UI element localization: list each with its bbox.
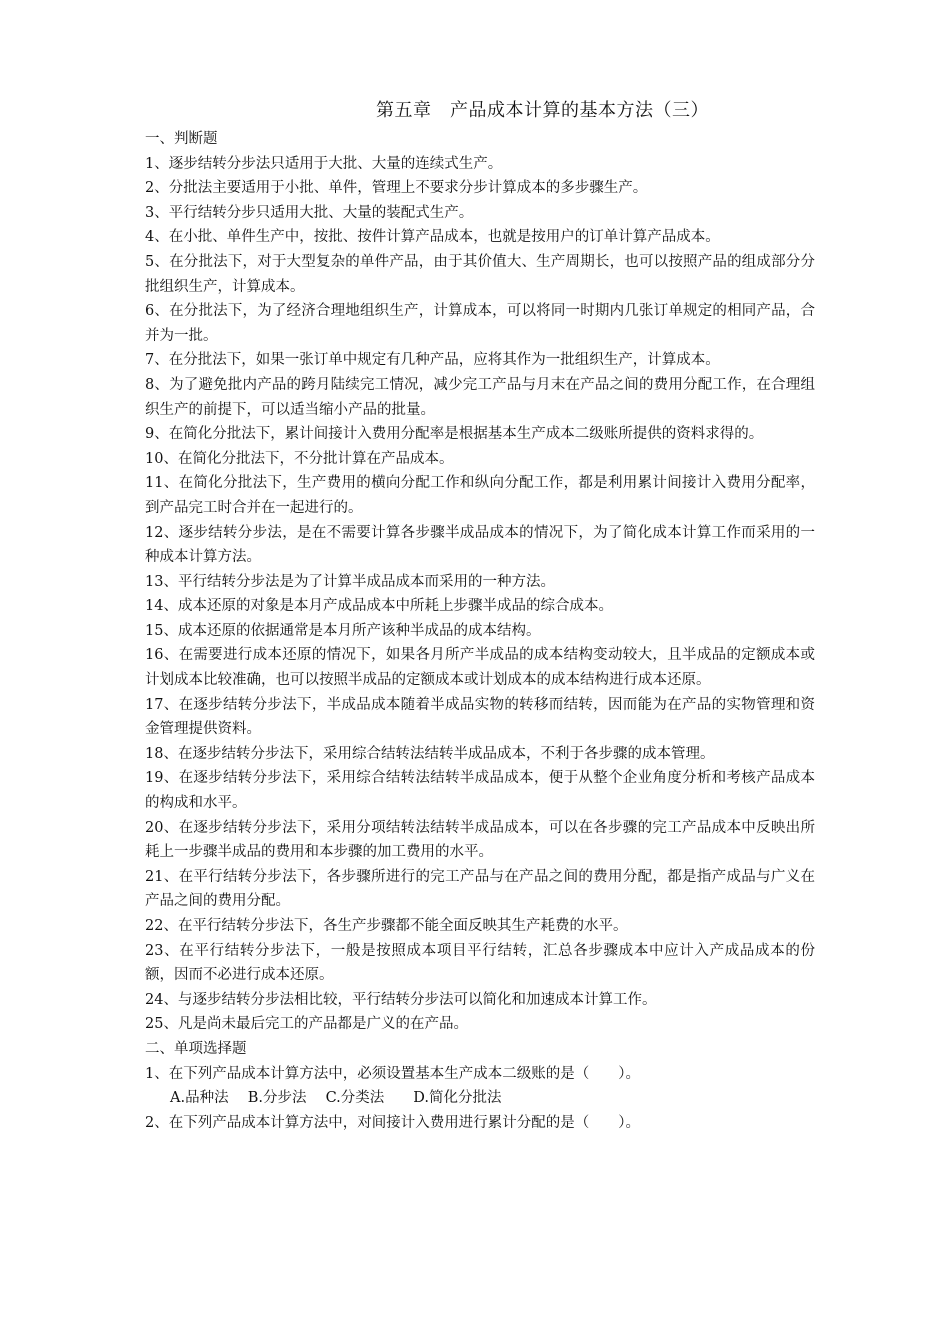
question-item: 1、在下列产品成本计算方法中，必须设置基本生产成本二级账的是（ ）。	[145, 1065, 640, 1082]
single-choice-list	[145, 1062, 815, 1136]
list-item: 12、逐步结转分步法，是在不需要计算各步骤半成品成本的情况下，为了简化成本计算工作而采用的一种成本计算方法。	[145, 524, 815, 566]
list-item: 21、在平行结转分步法下，各步骤所进行的完工产品与在产品之间的费用分配，都是指产成品与广义在产品之间的费用分配。	[145, 868, 815, 910]
list-item: 20、在逐步结转分步法下，采用分项结转法结转半成品成本，可以在各步骤的完工产品成本中反映出所耗上一步骤半成品的费用和本步骤的加工费用的水平。	[145, 819, 815, 861]
list-item: 19、在逐步结转分步法下，采用综合结转法结转半成品成本，便于从整个企业角度分析和考核产品成本的构成和水平。	[145, 770, 815, 812]
section-heading-single-choice: 二、单项选择题	[145, 1040, 247, 1057]
list-item: 7、在分批法下，如果一张订单中规定有几种产品，应将其作为一批组织生产，计算成本。	[145, 352, 720, 369]
list-item: 13、平行结转分步法是为了计算半成品成本而采用的一种方法。	[145, 573, 555, 590]
list-item: 9、在简化分批法下，累计间接计入费用分配率是根据基本生产成本二级账所提供的资料求得的。	[145, 426, 764, 443]
list-item: 18、在逐步结转分步法下，采用综合结转法结转半成品成本，不利于各步骤的成本管理。	[145, 745, 715, 762]
list-item: 1、逐步结转分步法只适用于大批、大量的连续式生产。	[145, 155, 503, 172]
list-item: 24、与逐步结转分步法相比较，平行结转分步法可以简化和加速成本计算工作。	[145, 991, 657, 1008]
list-item: 15、成本还原的依据通常是本月所产该种半成品的成本结构。	[145, 622, 541, 639]
list-item: 17、在逐步结转分步法下，半成品成本随着半成品实物的转移而结转，因而能为在产品的实物管理和资金管理提供资料。	[145, 696, 815, 738]
list-item: 10、在简化分批法下，不分批计算在产品成本。	[145, 450, 454, 467]
list-item: 8、为了避免批内产品的跨月陆续完工情况，减少完工产品与月末在产品之间的费用分配工作，在合理组织生产的前提下，可以适当缩小产品的批量。	[145, 376, 815, 418]
page-title: 第五章 产品成本计算的基本方法（三）	[376, 100, 709, 121]
list-item: 16、在需要进行成本还原的情况下，如果各月所产半成品的成本结构变动较大，且半成品的定额成本或计划成本比较准确，也可以按照半成品的定额成本或计划成本的成本结构进行成本还原。	[145, 647, 815, 689]
list-item: 6、在分批法下，为了经济合理地组织生产，计算成本，可以将同一时期内几张订单规定的相同产品，合并为一批。	[145, 303, 815, 344]
question-item: 2、在下列产品成本计算方法中，对间接计入费用进行累计分配的是（ ）。	[145, 1114, 640, 1131]
section-heading-true-false: 一、判断题	[145, 131, 218, 147]
true-false-list	[145, 152, 815, 1037]
list-item: 23、在平行结转分步法下，一般是按照成本项目平行结转，汇总各步骤成本中应计入产成品成本的份额，因而不必进行成本还原。	[145, 942, 815, 984]
document-content	[145, 99, 815, 1135]
list-item: 11、在简化分批法下，生产费用的横向分配工作和纵向分配工作，都是利用累计间接计入费用分配率，到产品完工时合并在一起进行的。	[145, 475, 815, 516]
list-item: 2、分批法主要适用于小批、单件，管理上不要求分步计算成本的多步骤生产。	[145, 180, 648, 197]
list-item: 14、成本还原的对象是本月产成品成本中所耗上步骤半成品的综合成本。	[145, 598, 613, 615]
list-item: 4、在小批、单件生产中，按批、按件计算产品成本，也就是按用户的订单计算产品成本。	[145, 229, 720, 246]
list-item: 22、在平行结转分步法下，各生产步骤都不能全面反映其生产耗费的水平。	[145, 918, 628, 934]
list-item: 3、平行结转分步只适用大批、大量的装配式生产。	[145, 204, 474, 221]
list-item: 5、在分批法下，对于大型复杂的单件产品，由于其价值大、生产周期长，也可以按照产品的组成部分分批组织生产，计算成本。	[145, 253, 815, 295]
list-item: 25、凡是尚未最后完工的产品都是广义的在产品。	[145, 1016, 468, 1033]
question-options: A.品种法 B.分步法 C.分类法 D.简化分批法	[170, 1090, 502, 1107]
